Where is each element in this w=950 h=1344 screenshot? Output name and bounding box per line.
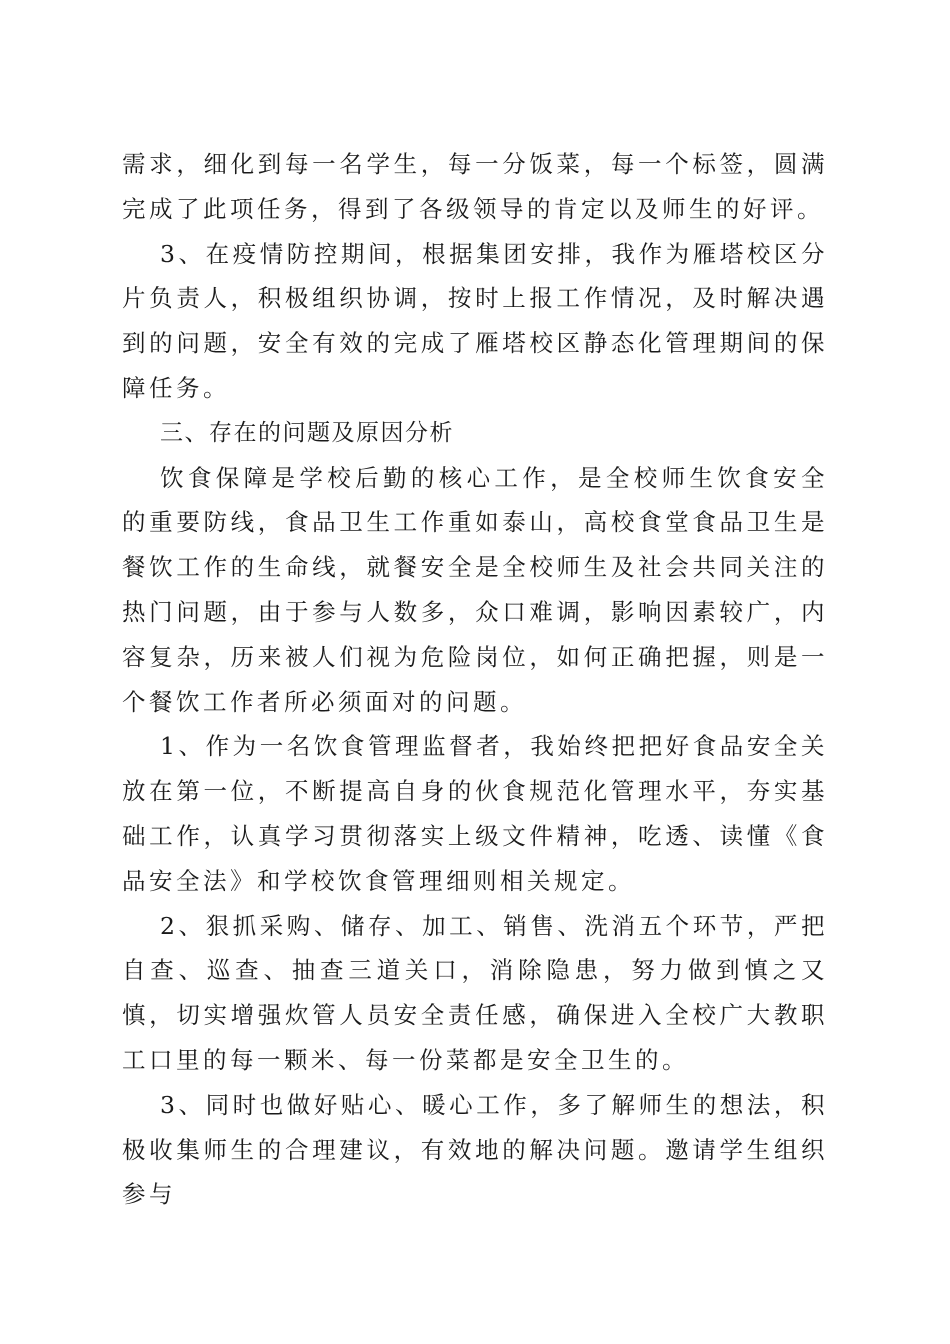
section-heading-problems: 三、存在的问题及原因分析 xyxy=(160,419,454,446)
paragraph-point-3: 3、同时也做好贴心、暖心工作，多了解师生的想法，积极收集师生的合理建议，有效地的解决问题。邀请学生组织参与 xyxy=(122,1090,828,1209)
paragraph-epidemic-support: 3、在疫情防控期间，根据集团安排，我作为雁塔校区分片负责人，积极组织协调，按时上报工作情况，及时解决遇到的问题，安全有效的完成了雁塔校区静态化管理期间的保障任务。 xyxy=(122,239,828,402)
document-body xyxy=(122,142,828,1217)
paragraph-food-safety-overview: 饮食保障是学校后勤的核心工作，是全校师生饮食安全的重要防线，食品卫生工作重如泰山，高校食堂食品卫生是餐饮工作的生命线，就餐安全是全校师生及社会共同关注的热门问题，由于参与人数多，众口难调，影响因素较广，内容复杂，历来被人们视为危险岗位，如何正确把握，则是一个餐饮工作者所必须面对的问题。 xyxy=(122,463,828,716)
paragraph-meal-tasks-continued: 需求，细化到每一名学生，每一分饭菜，每一个标签，圆满完成了此项任务，得到了各级领导的肯定以及师生的好评。 xyxy=(122,150,828,223)
paragraph-point-2: 2、狠抓采购、储存、加工、销售、洗消五个环节，严把自查、巡查、抽查三道关口，消除隐患，努力做到慎之又慎，切实增强炊管人员安全责任感，确保进入全校广大教职工口里的每一颗米、每一份菜都是安全卫生的。 xyxy=(122,911,828,1074)
paragraph-point-1: 1、作为一名饮食管理监督者，我始终把把好食品安全关放在第一位，不断提高自身的伙食规范化管理水平，夯实基础工作，认真学习贯彻落实上级文件精神，吃透、读懂《食品安全法》和学校饮食管理细则相关规定。 xyxy=(122,732,828,895)
